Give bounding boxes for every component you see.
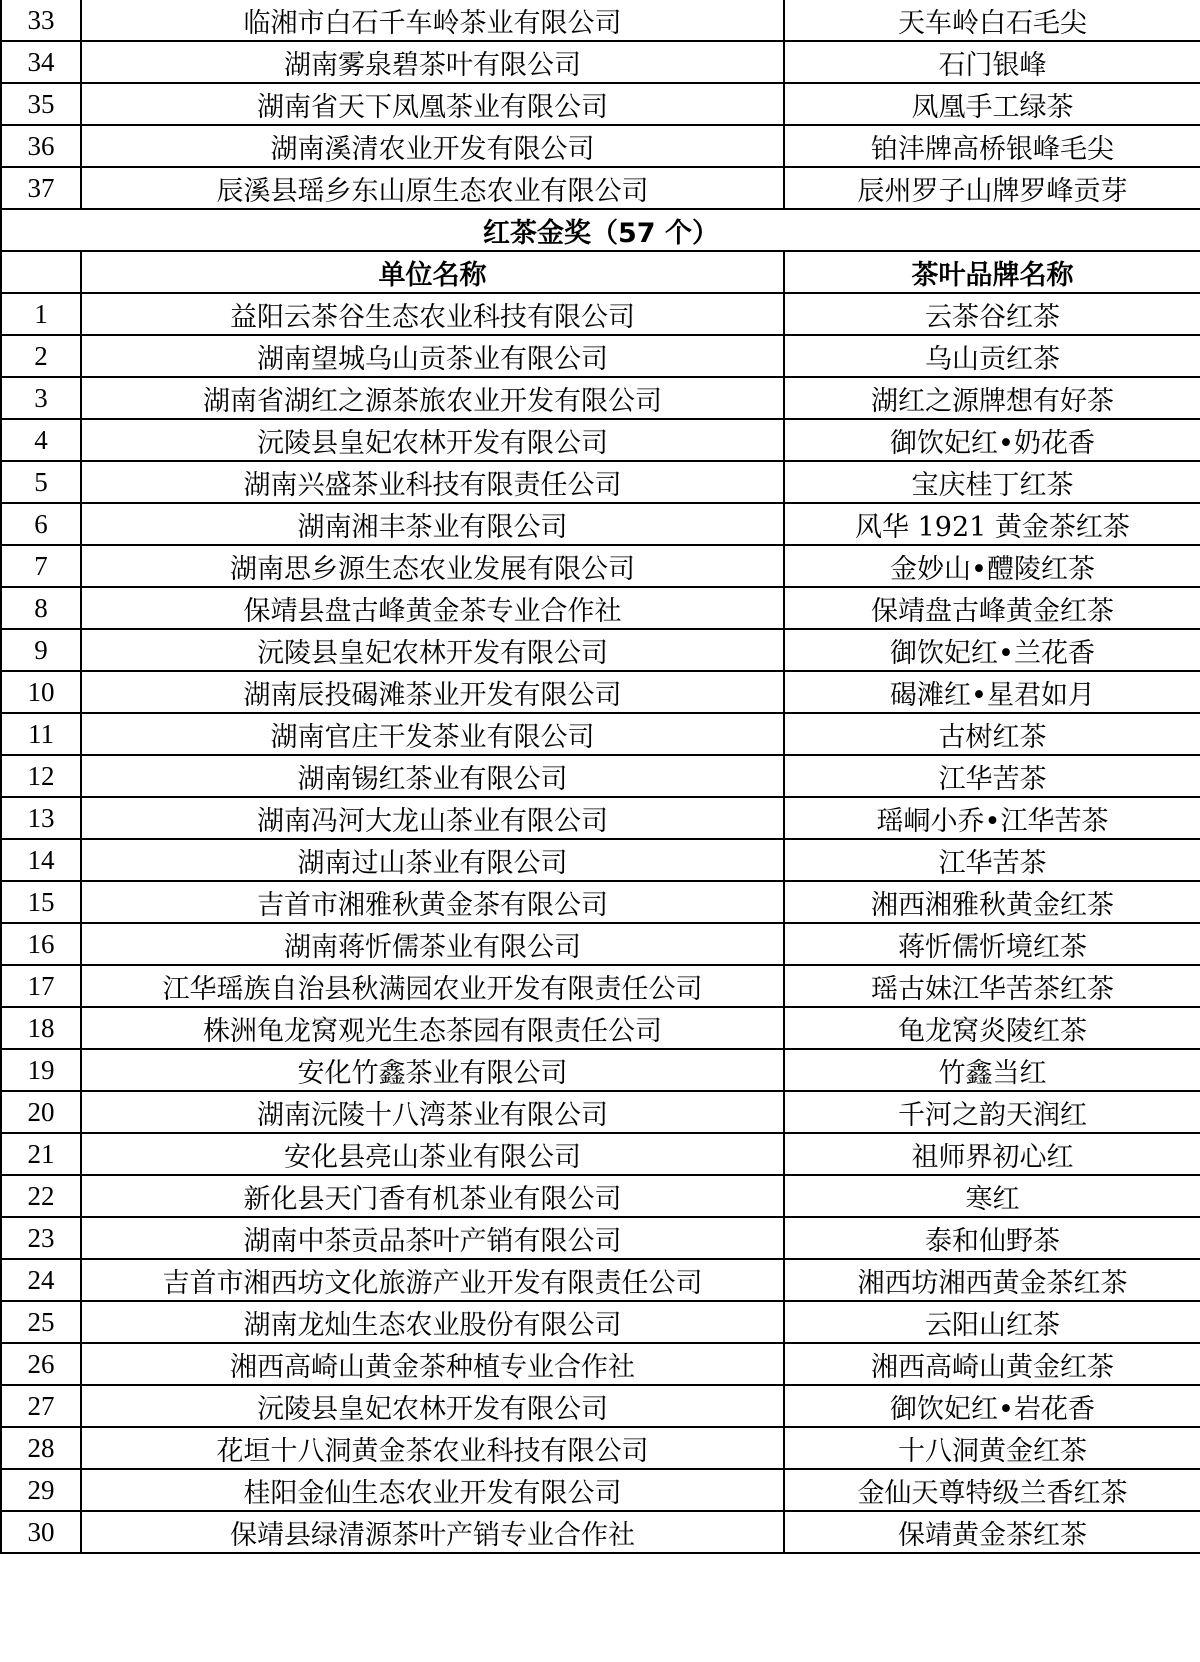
- company-name: 湖南沅陵十八湾茶业有限公司: [81, 1091, 784, 1133]
- brand-name: 金妙山•醴陵红茶: [784, 545, 1200, 587]
- brand-name: 天车岭白石毛尖: [784, 0, 1200, 41]
- row-number: 36: [1, 125, 81, 167]
- row-number: 12: [1, 755, 81, 797]
- row-number: 25: [1, 1301, 81, 1343]
- table-row: [1, 713, 1200, 755]
- company-name: 益阳云茶谷生态农业科技有限公司: [81, 293, 784, 335]
- row-number: 37: [1, 167, 81, 209]
- row-number: 1: [1, 293, 81, 335]
- row-number: 10: [1, 671, 81, 713]
- company-name: 新化县天门香有机茶业有限公司: [81, 1175, 784, 1217]
- company-name: 桂阳金仙生态农业开发有限公司: [81, 1469, 784, 1511]
- row-number: 6: [1, 503, 81, 545]
- table-row: [1, 923, 1200, 965]
- table-row: [1, 587, 1200, 629]
- brand-name: 瑶古妹江华苦茶红茶: [784, 965, 1200, 1007]
- brand-name: 湘西高崎山黄金红茶: [784, 1343, 1200, 1385]
- row-number: 16: [1, 923, 81, 965]
- table-row: [1, 671, 1200, 713]
- row-number: 8: [1, 587, 81, 629]
- table-row: [1, 1301, 1200, 1343]
- table-row: [1, 545, 1200, 587]
- section-row: [1, 209, 1200, 251]
- company-name: 湖南龙灿生态农业股份有限公司: [81, 1301, 784, 1343]
- brand-name: 乌山贡红茶: [784, 335, 1200, 377]
- company-name: 保靖县盘古峰黄金茶专业合作社: [81, 587, 784, 629]
- table-row: [1, 797, 1200, 839]
- brand-name: 湘西坊湘西黄金茶红茶: [784, 1259, 1200, 1301]
- brand-name: 云阳山红茶: [784, 1301, 1200, 1343]
- table-row: [1, 1175, 1200, 1217]
- row-number: 17: [1, 965, 81, 1007]
- row-number: 9: [1, 629, 81, 671]
- brand-name: 江华苦茶: [784, 839, 1200, 881]
- brand-name: 碣滩红•星君如月: [784, 671, 1200, 713]
- table-row: [1, 881, 1200, 923]
- row-number: 34: [1, 41, 81, 83]
- table-row: [1, 629, 1200, 671]
- brand-name: 泰和仙野茶: [784, 1217, 1200, 1259]
- table-row: [1, 293, 1200, 335]
- row-number: 11: [1, 713, 81, 755]
- company-name: 湖南雾泉碧茶叶有限公司: [81, 41, 784, 83]
- company-name: 湖南蒋忻儒茶业有限公司: [81, 923, 784, 965]
- company-name: 沅陵县皇妃农林开发有限公司: [81, 419, 784, 461]
- row-number: 19: [1, 1049, 81, 1091]
- company-name: 湖南冯河大龙山茶业有限公司: [81, 797, 784, 839]
- company-name: 湖南望城乌山贡茶业有限公司: [81, 335, 784, 377]
- table-row: [1, 965, 1200, 1007]
- header-brand: 茶叶品牌名称: [784, 251, 1200, 293]
- brand-name: 云茶谷红茶: [784, 293, 1200, 335]
- brand-name: 御饮妃红•岩花香: [784, 1385, 1200, 1427]
- section-title: 红茶金奖（57 个）: [1, 209, 1200, 251]
- company-name: 辰溪县瑶乡东山原生态农业有限公司: [81, 167, 784, 209]
- row-number: 29: [1, 1469, 81, 1511]
- company-name: 湖南官庄干发茶业有限公司: [81, 713, 784, 755]
- brand-name: 千河之韵天润红: [784, 1091, 1200, 1133]
- brand-name: 宝庆桂丁红茶: [784, 461, 1200, 503]
- table-row: [1, 377, 1200, 419]
- brand-name: 古树红茶: [784, 713, 1200, 755]
- company-name: 吉首市湘西坊文化旅游产业开发有限责任公司: [81, 1259, 784, 1301]
- row-number: 13: [1, 797, 81, 839]
- brand-name: 湖红之源牌想有好茶: [784, 377, 1200, 419]
- table-row: [1, 755, 1200, 797]
- company-name: 湘西高崎山黄金茶种植专业合作社: [81, 1343, 784, 1385]
- row-number: 5: [1, 461, 81, 503]
- company-name: 安化竹鑫茶业有限公司: [81, 1049, 784, 1091]
- company-name: 湖南湘丰茶业有限公司: [81, 503, 784, 545]
- brand-name: 竹鑫当红: [784, 1049, 1200, 1091]
- table-row: [1, 1133, 1200, 1175]
- brand-name: 江华苦茶: [784, 755, 1200, 797]
- row-number: 14: [1, 839, 81, 881]
- table-row: [1, 125, 1200, 167]
- row-number: 20: [1, 1091, 81, 1133]
- row-number: 28: [1, 1427, 81, 1469]
- company-name: 湖南溪清农业开发有限公司: [81, 125, 784, 167]
- row-number: 3: [1, 377, 81, 419]
- company-name: 保靖县绿清源茶叶产销专业合作社: [81, 1511, 784, 1553]
- company-name: 湖南锡红茶业有限公司: [81, 755, 784, 797]
- table-row: [1, 1007, 1200, 1049]
- row-number: 18: [1, 1007, 81, 1049]
- award-table-body: [1, 0, 1200, 1553]
- brand-name: 瑶峒小乔•江华苦茶: [784, 797, 1200, 839]
- brand-name: 石门银峰: [784, 41, 1200, 83]
- header-company: 单位名称: [81, 251, 784, 293]
- brand-name: 辰州罗子山牌罗峰贡芽: [784, 167, 1200, 209]
- row-number: 21: [1, 1133, 81, 1175]
- header-row: [1, 251, 1200, 293]
- company-name: 湖南中茶贡品茶叶产销有限公司: [81, 1217, 784, 1259]
- brand-name: 祖师界初心红: [784, 1133, 1200, 1175]
- brand-name: 风华 1921 黄金茶红茶: [784, 503, 1200, 545]
- table-row: [1, 419, 1200, 461]
- table-row: [1, 1091, 1200, 1133]
- row-number: 23: [1, 1217, 81, 1259]
- company-name: 花垣十八洞黄金茶农业科技有限公司: [81, 1427, 784, 1469]
- brand-name: 御饮妃红•兰花香: [784, 629, 1200, 671]
- company-name: 安化县亮山茶业有限公司: [81, 1133, 784, 1175]
- company-name: 吉首市湘雅秋黄金茶有限公司: [81, 881, 784, 923]
- row-number: 22: [1, 1175, 81, 1217]
- brand-name: 寒红: [784, 1175, 1200, 1217]
- brand-name: 十八洞黄金红茶: [784, 1427, 1200, 1469]
- brand-name: 龟龙窝炎陵红茶: [784, 1007, 1200, 1049]
- row-number: 30: [1, 1511, 81, 1553]
- company-name: 沅陵县皇妃农林开发有限公司: [81, 1385, 784, 1427]
- row-number: 7: [1, 545, 81, 587]
- table-row: [1, 1427, 1200, 1469]
- row-number: 2: [1, 335, 81, 377]
- brand-name: 御饮妃红•奶花香: [784, 419, 1200, 461]
- company-name: 湖南思乡源生态农业发展有限公司: [81, 545, 784, 587]
- company-name: 湖南辰投碣滩茶业开发有限公司: [81, 671, 784, 713]
- company-name: 湖南省湖红之源茶旅农业开发有限公司: [81, 377, 784, 419]
- table-row: [1, 1049, 1200, 1091]
- table-row: [1, 83, 1200, 125]
- table-row: [1, 1469, 1200, 1511]
- table-row: [1, 1217, 1200, 1259]
- company-name: 湖南兴盛茶业科技有限责任公司: [81, 461, 784, 503]
- table-row: [1, 461, 1200, 503]
- table-row: [1, 1385, 1200, 1427]
- company-name: 株洲龟龙窝观光生态茶园有限责任公司: [81, 1007, 784, 1049]
- row-number: 27: [1, 1385, 81, 1427]
- company-name: 沅陵县皇妃农林开发有限公司: [81, 629, 784, 671]
- brand-name: 保靖盘古峰黄金红茶: [784, 587, 1200, 629]
- row-number: 24: [1, 1259, 81, 1301]
- table-row: [1, 167, 1200, 209]
- table-row: [1, 1343, 1200, 1385]
- table-row: [1, 1259, 1200, 1301]
- row-number: 35: [1, 83, 81, 125]
- brand-name: 凤凰手工绿茶: [784, 83, 1200, 125]
- company-name: 临湘市白石千车岭茶业有限公司: [81, 0, 784, 41]
- brand-name: 蒋忻儒忻境红茶: [784, 923, 1200, 965]
- table-row: [1, 41, 1200, 83]
- company-name: 湖南过山茶业有限公司: [81, 839, 784, 881]
- row-number: 15: [1, 881, 81, 923]
- company-name: 湖南省天下凤凰茶业有限公司: [81, 83, 784, 125]
- header-number: [1, 251, 81, 293]
- brand-name: 湘西湘雅秋黄金红茶: [784, 881, 1200, 923]
- row-number: 26: [1, 1343, 81, 1385]
- brand-name: 金仙天尊特级兰香红茶: [784, 1469, 1200, 1511]
- table-row: [1, 839, 1200, 881]
- table-row: [1, 335, 1200, 377]
- table-row: [1, 503, 1200, 545]
- row-number: 33: [1, 0, 81, 41]
- table-row: [1, 0, 1200, 41]
- table-row: [1, 1511, 1200, 1553]
- company-name: 江华瑶族自治县秋满园农业开发有限责任公司: [81, 965, 784, 1007]
- row-number: 4: [1, 419, 81, 461]
- brand-name: 铂沣牌高桥银峰毛尖: [784, 125, 1200, 167]
- brand-name: 保靖黄金茶红茶: [784, 1511, 1200, 1553]
